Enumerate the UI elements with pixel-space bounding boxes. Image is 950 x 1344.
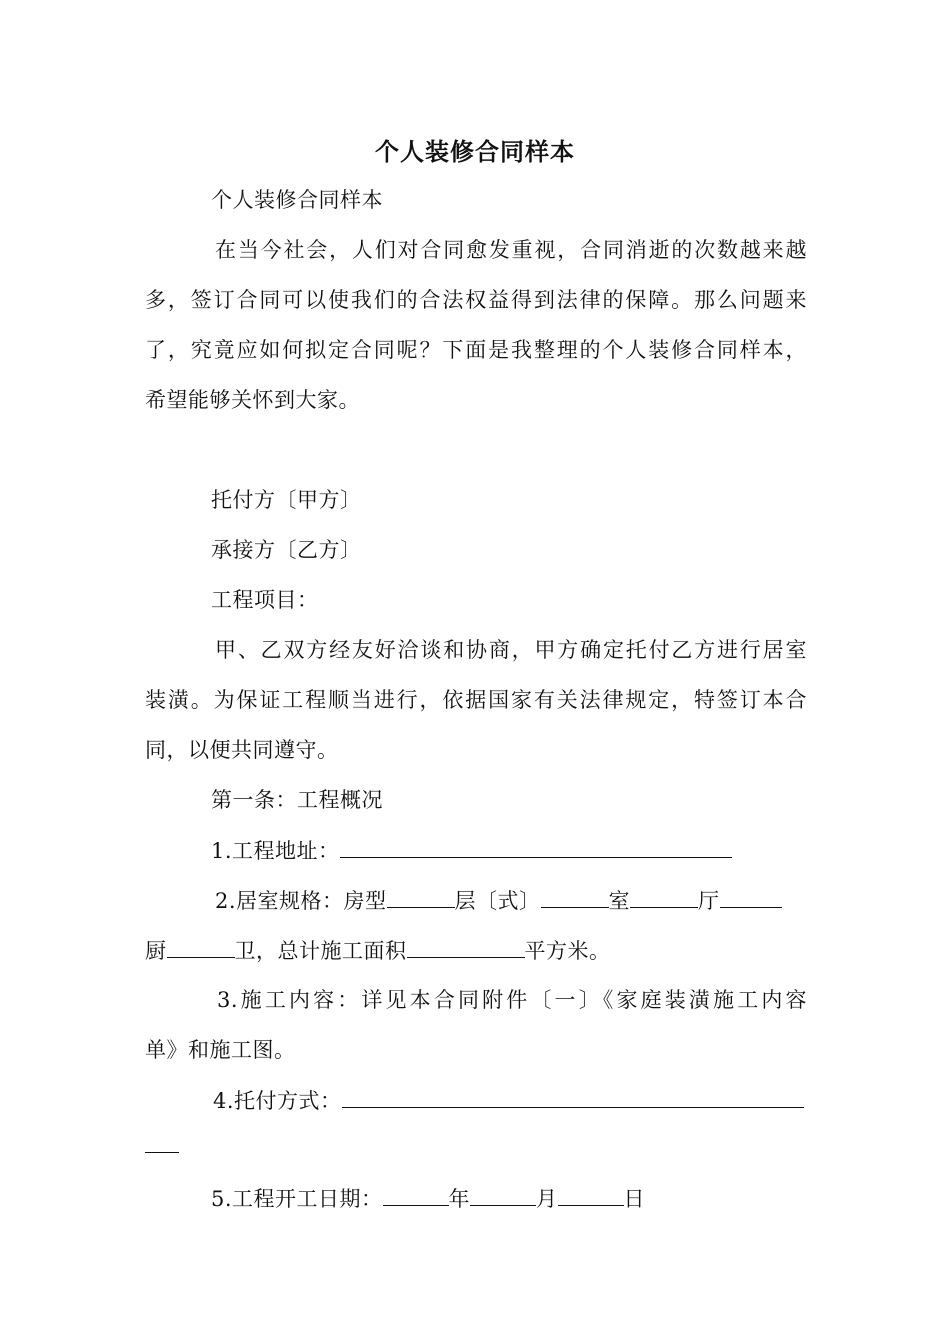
item-2-hall: 厅 <box>698 889 720 913</box>
item-4-method <box>145 1085 807 1116</box>
intro-line-3: 了，究竟应如何拟定合同呢？下面是我整理的个人装修合同样本， <box>145 338 807 362</box>
area-blank <box>407 935 525 958</box>
address-blank <box>340 835 732 858</box>
party-b: 承接方〔乙方〕 <box>211 538 362 562</box>
item-2-floor: 层〔式〕 <box>454 889 541 913</box>
item-2-room: 室 <box>608 889 631 913</box>
day-blank <box>558 1183 624 1206</box>
intro-line-2: 多，签订合同可以使我们的合法权益得到法律的保障。那么问题来 <box>145 288 807 312</box>
item-4-label: 4.托付方式： <box>213 1089 342 1113</box>
item-2-bath: 卫，总计施工面积 <box>234 939 407 963</box>
item-2-label: 2.居室规格：房型 <box>215 889 387 913</box>
item-5-label: 5.工程开工日期： <box>211 1187 383 1211</box>
method-blank-continued <box>145 1130 179 1153</box>
agreement-line-2: 装潢。为保证工程顺当进行，依据国家有关法律规定，特签订本合 <box>145 688 807 712</box>
item-5-day: 日 <box>623 1187 646 1211</box>
agreement-line-1: 甲、乙双方经友好洽谈和协商，甲方确定托付乙方进行居室 <box>215 638 807 662</box>
year-blank <box>383 1183 449 1206</box>
item-5-year: 年 <box>448 1187 471 1211</box>
item-5-start-date <box>145 1183 807 1214</box>
room-type-blank <box>387 885 455 908</box>
item-4-continuation <box>145 1130 807 1161</box>
item-5-month: 月 <box>536 1187 558 1211</box>
month-blank <box>470 1183 536 1206</box>
project-label: 工程项目： <box>211 588 319 612</box>
item-2-unit: 平方米。 <box>524 939 611 963</box>
item-3-line-1: 3.施工内容：详见本合同附件〔一〕《家庭装潢施工内容 <box>217 988 807 1012</box>
hall-blank <box>720 885 782 908</box>
agreement-line-3: 同，以便共同遵守。 <box>145 738 339 762</box>
method-blank <box>342 1085 804 1108</box>
kitchen-blank <box>167 935 235 958</box>
item-2-line-2 <box>145 935 807 966</box>
item-1-address <box>145 835 807 866</box>
document-title: 个人装修合同样本 <box>375 137 575 166</box>
article-1-heading: 第一条：工程概况 <box>211 788 383 812</box>
intro-line-1: 在当今社会，人们对合同愈发重视，合同消逝的次数越来越 <box>215 238 807 262</box>
item-1-label: 1.工程地址： <box>211 839 340 863</box>
subtitle: 个人装修合同样本 <box>211 188 383 212</box>
party-a: 托付方〔甲方〕 <box>211 488 362 512</box>
item-3-line-2: 单》和施工图。 <box>145 1038 296 1062</box>
room-blank <box>630 885 698 908</box>
floor-blank <box>541 885 609 908</box>
item-2-kitchen: 厨 <box>145 939 167 963</box>
item-2-line-1 <box>145 885 807 916</box>
intro-line-4: 希望能够关怀到大家。 <box>145 388 360 412</box>
